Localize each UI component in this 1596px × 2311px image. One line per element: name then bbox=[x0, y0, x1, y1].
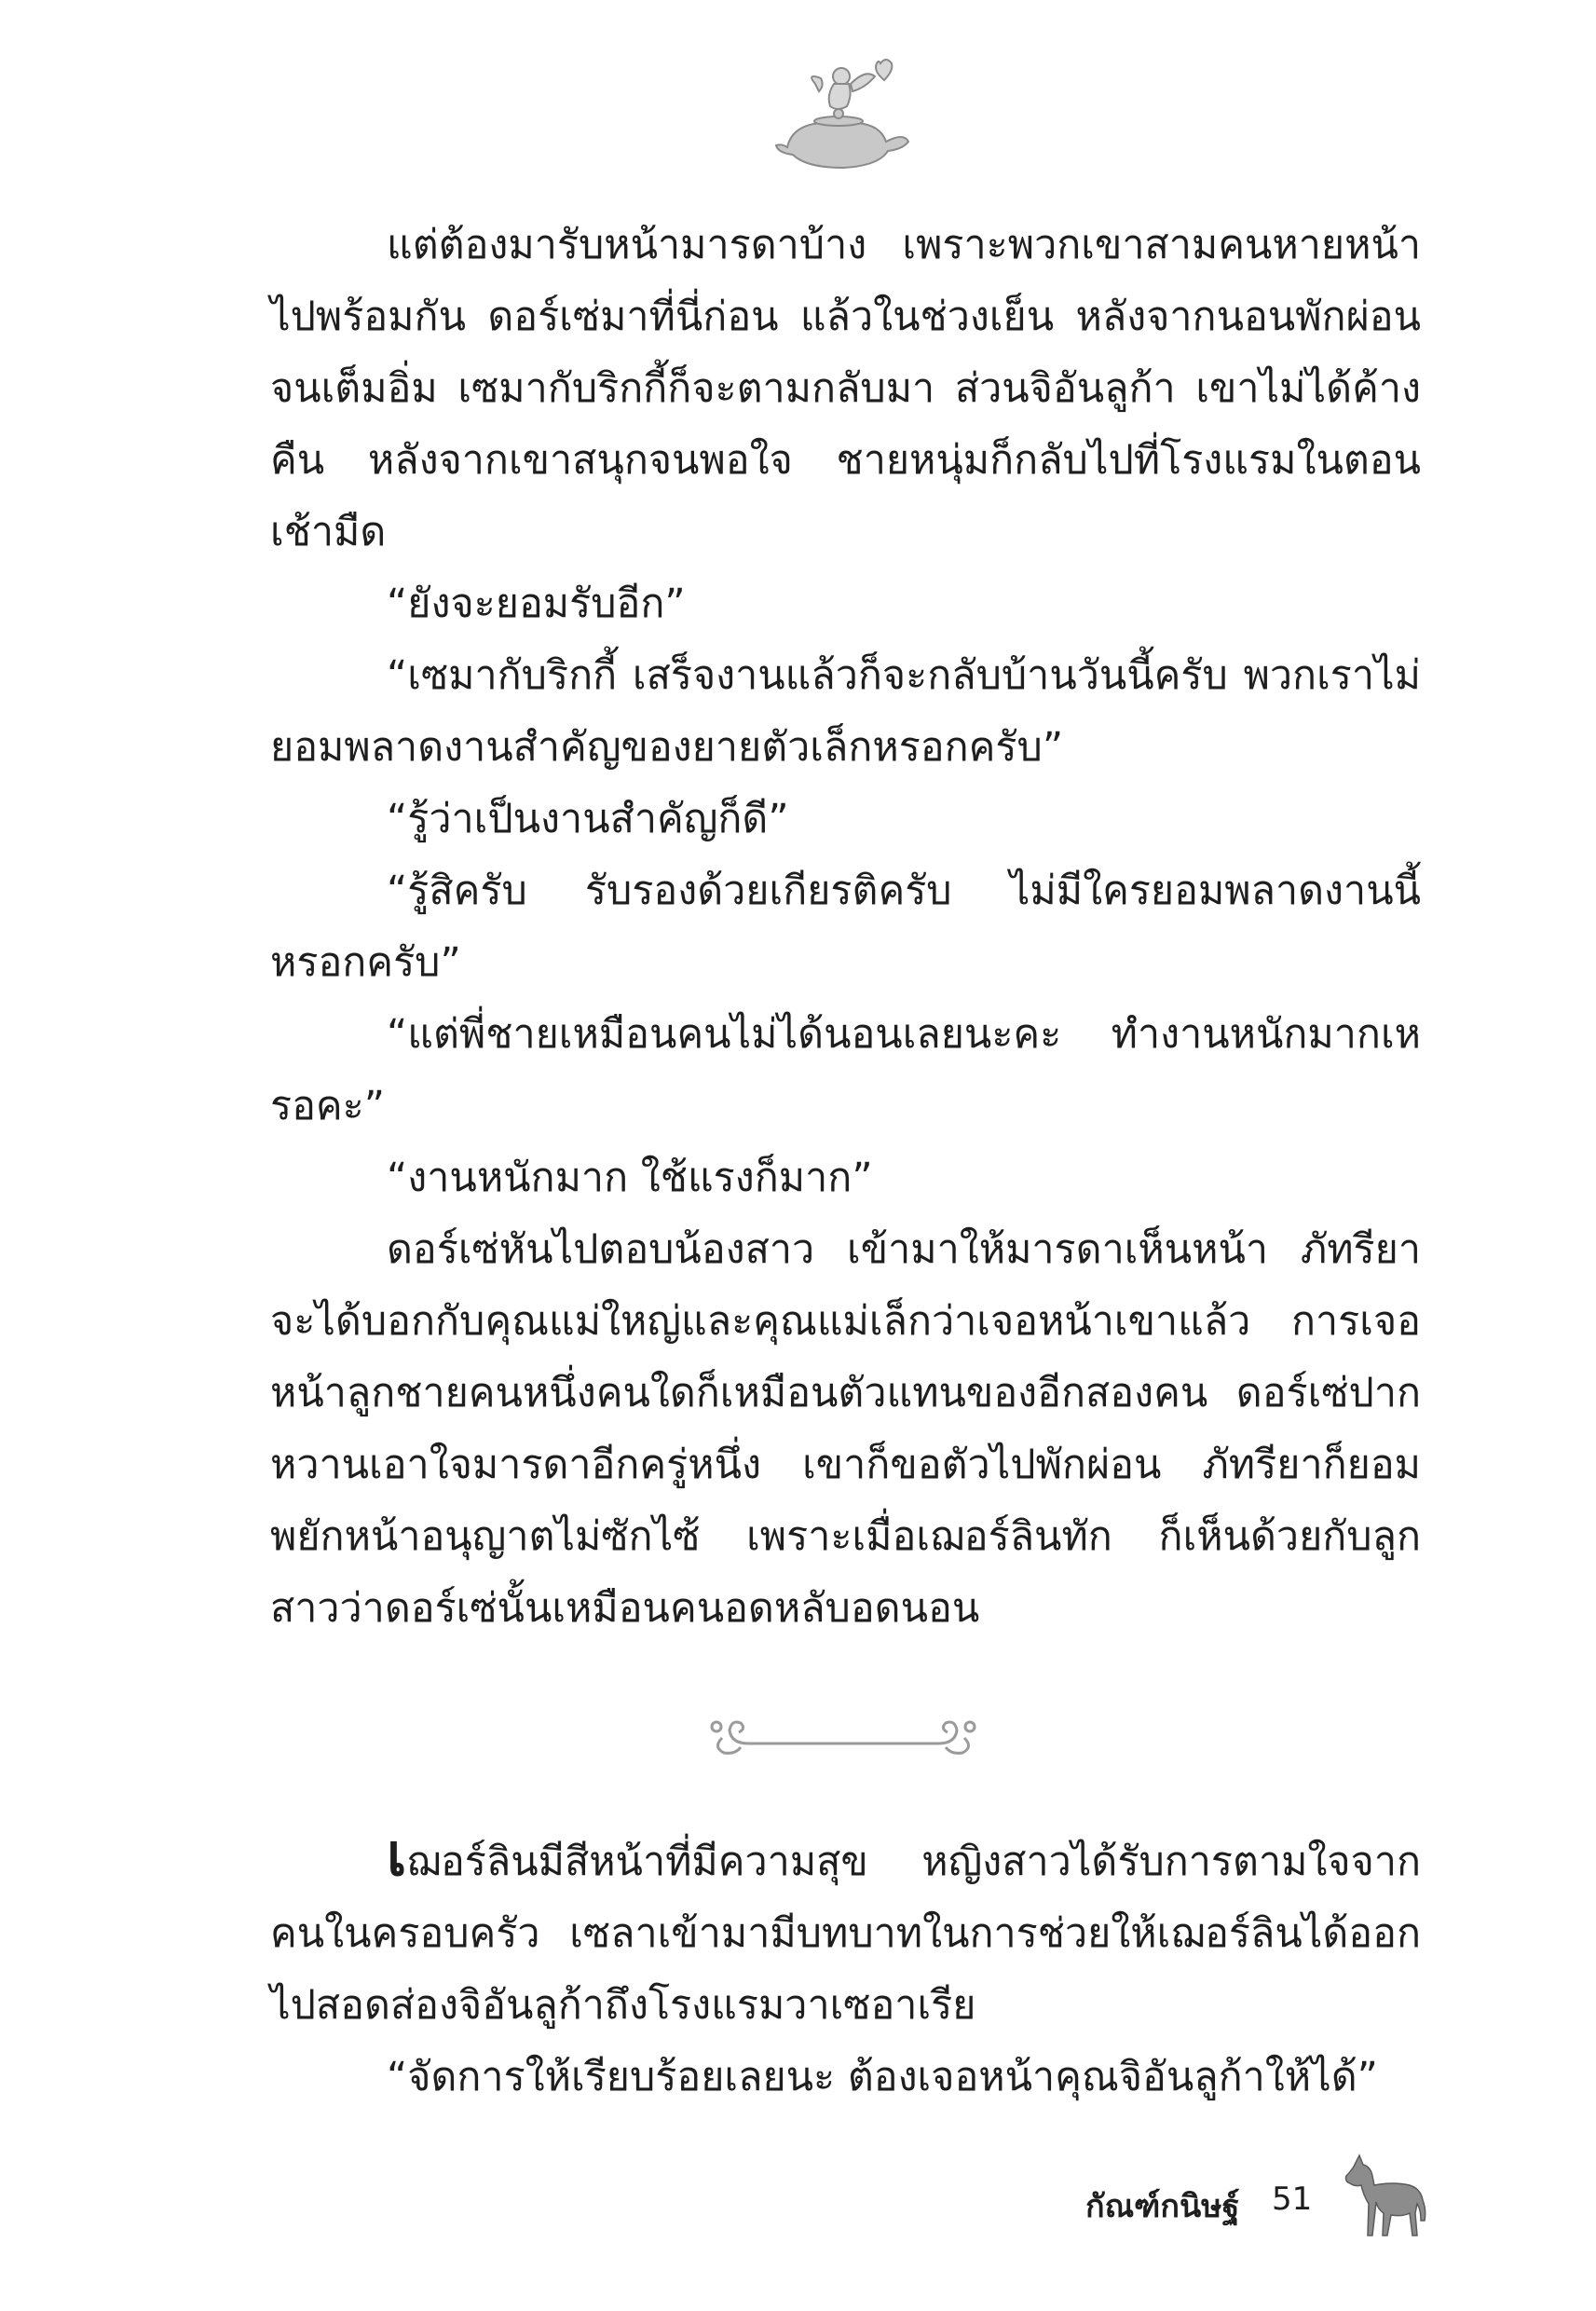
paragraph: “รู้สิครับ รับรองด้วยเกียรติครับ ไม่มีใครยอมพลาดงานนี้หรอกครับ” bbox=[270, 868, 1421, 986]
paragraph-text: ฌอร์ลินมีสีหน้าที่มีความสุข หญิงสาวได้รับการตามใจจากคนในครอบครัว เซลาเข้ามามีบทบาทในการช่วยให้เฌอร์ลินได้ออกไปสอดส่องจิอันลูก้าถึงโรงแรมวาเซอาเรีย bbox=[270, 1839, 1421, 2029]
paragraph: แต่ต้องมารับหน้ามารดาบ้าง เพราะพวกเขาสามคนหายหน้าไปพร้อมกัน ดอร์เซ่มาที่นี่ก่อน แล้วในช่วงเย็น หลังจากนอนพักผ่อนจนเต็มอิ่ม เซมากับริกกี้ก็จะตามกลับมา ส่วนจิอันลูก้า เขาไม่ได้ค้างคืน หลังจากเขาสนุกจนพอใจ ชายหนุ่มก็กลับไปที่โรงแรมในตอนเช้ามืด bbox=[270, 222, 1421, 555]
page-footer bbox=[1085, 2143, 1430, 2246]
paragraph: “รู้ว่าเป็นงานสำคัญก็ดี” bbox=[387, 796, 789, 842]
horse-icon bbox=[1337, 2148, 1430, 2241]
paragraph: “แต่พี่ชายเหมือนคนไม่ได้นอนเลยนะคะ ทำงานหนักมากเหรอคะ” bbox=[270, 1011, 1421, 1129]
paragraph: “งานหนักมาก ใช้แรงก็มาก” bbox=[387, 1155, 873, 1201]
dropcap: เ bbox=[387, 1821, 407, 1889]
paragraph: ดอร์เซ่หันไปตอบน้องสาว เข้ามาให้มารดาเห็นหน้า ภัทรียาจะได้บอกกับคุณแม่ใหญ่และคุณแม่เล็กว่าเจอหน้าเขาแล้ว การเจอหน้าลูกชายคนหนึ่งคนใดก็เหมือนตัวแทนของอีกสองคน ดอร์เซ่ปากหวานเอาใจมารดาอีกครู่หนึ่ง เขาก็ขอตัวไปพักผ่อน ภัทรียาก็ยอมพยักหน้าอนุญาตไม่ซักไซ้ เพราะเมื่อเฌอร์ลินทัก ก็เห็นด้วยกับลูกสาวว่าดอร์เซ่นั้นเหมือนคนอดหลับอดนอน bbox=[270, 1226, 1421, 1632]
paragraph: “เซมากับริกกี้ เสร็จงานแล้วก็จะกลับบ้านวันนี้ครับ พวกเราไม่ยอมพลาดงานสำคัญของยายตัวเล็กหรอกครับ” bbox=[270, 652, 1421, 771]
cupid-teapot-icon bbox=[769, 56, 918, 177]
paragraph-with-dropcap bbox=[270, 1821, 1421, 2042]
body-text-top bbox=[270, 210, 1421, 1645]
body-text-bottom bbox=[270, 1821, 1421, 2113]
scroll-divider-ornament bbox=[703, 1710, 983, 1766]
page-number: 51 bbox=[1272, 2181, 1313, 2218]
paragraph: “ยังจะยอมรับอีก” bbox=[387, 581, 686, 627]
book-title: กัณฑ์กนิษฐ์ bbox=[1085, 2188, 1240, 2225]
paragraph: “จัดการให้เรียบร้อยเลยนะ ต้องเจอหน้าคุณจิอันลูก้าให้ได้” bbox=[387, 2054, 1378, 2100]
